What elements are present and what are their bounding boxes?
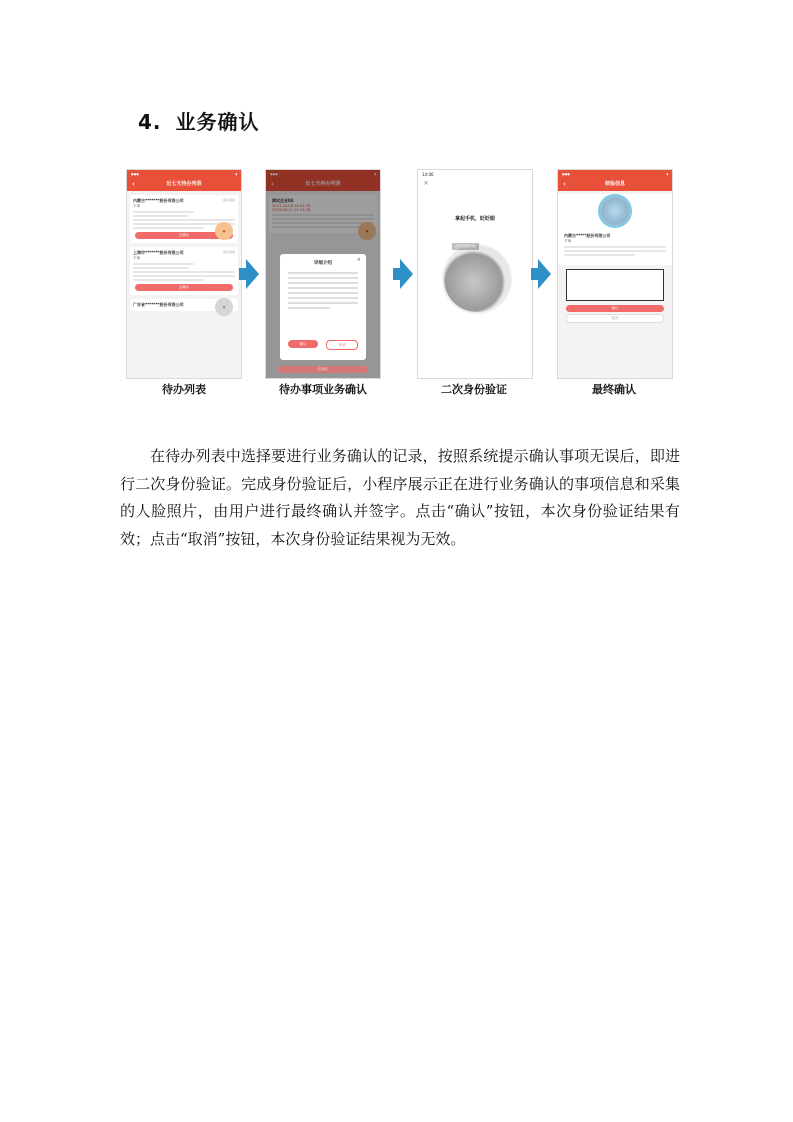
status-badge: ● [215,222,233,240]
flow-arrow [246,259,259,289]
cancel-button[interactable]: 取消 [566,314,664,323]
figure-caption: 最终确认 [592,383,636,396]
card-item: 下单 [133,256,141,260]
face-tip: 没有检测到脸 [452,243,479,250]
status-bar: ●●● ▮ [558,170,672,178]
card-item: 下单 [133,204,141,208]
card-tag: 前往查看 [222,250,235,254]
card-company: 内蒙古*******股份有限公司 [133,198,184,203]
footer-button[interactable]: 去确认 [278,366,368,373]
back-icon[interactable]: ‹ [132,180,135,188]
figure-caption: 待办事项业务确认 [279,383,367,396]
status-bar: ●●● ▮ [127,170,241,178]
card-company: 内蒙古*****股份有限公司 [564,233,611,238]
status-time: 14:06 [422,172,434,177]
back-icon[interactable]: ‹ [271,180,274,188]
card-item: 下单 [564,239,572,243]
modal-cancel-button[interactable]: 取消 [326,340,358,350]
flow-arrow [538,259,551,289]
card-time: 2023-06-11 14:13:28 [272,208,311,212]
nav-title: 近七天待办列表 [305,181,341,187]
face-instruction: 拿起手机，眨眨眼 [454,216,495,222]
status-badge: ● [215,298,233,316]
modal-body [288,272,358,309]
status-badge: ● [358,222,376,240]
nav-title: 近七天待办列表 [166,181,202,187]
screen-face-verify [417,169,533,379]
screen-pending-list [126,169,242,379]
signature-pad[interactable] [566,269,664,301]
screen-final-confirm [557,169,673,379]
figure-caption: 二次身份验证 [441,383,507,396]
back-icon[interactable]: ‹ [563,180,566,188]
card-tag: 前往查看 [222,198,235,202]
detail-modal [280,254,366,360]
body-paragraph: 在待办列表中选择要进行业务确认的记录，按照系统提示确认事项无误后，即进行二次身份验证。完成身份验证后，小程序展示正在进行业务确认的事项信息和采集的人脸照片，由用户进行最终确认并签字。点击“确认”按钮，本次身份验证结果有效；点击“取消”按钮，本次身份验证结果视为无效。 [120,447,680,548]
screen-item-confirm [265,169,381,379]
close-icon[interactable]: × [423,179,429,187]
confirm-button[interactable]: 确认 [566,305,664,312]
modal-title: 详细介绍 [314,261,332,266]
confirm-button[interactable]: 去确认 [135,284,233,291]
card-company: 测试企业02 [272,198,294,203]
figure-caption: 待办列表 [162,383,206,396]
card-company: 广东省*******股份有限公司 [133,302,184,307]
status-bar: ●●● ▮ [266,170,380,178]
section-title: 业务确认 [175,110,260,134]
nav-bar [127,178,241,191]
section-heading [138,106,260,135]
camera-preview [442,244,512,314]
modal-ok-button[interactable]: 确认 [288,340,318,348]
nav-bar [558,178,672,191]
card-time: 2023-06-08 14:13:28 [272,204,311,208]
flow-arrow [400,259,413,289]
section-number: 4. [138,110,162,134]
list-item[interactable] [130,247,238,295]
modal-buttons [288,340,358,350]
nav-title: 核验信息 [604,181,625,187]
face-photo [598,194,632,228]
close-icon[interactable]: × [356,257,361,263]
card-company: 上海市*******股份有限公司 [133,250,184,255]
workflow-figure [120,163,676,397]
confirm-button[interactable]: 去确认 [135,232,233,239]
detail-card [561,230,669,261]
